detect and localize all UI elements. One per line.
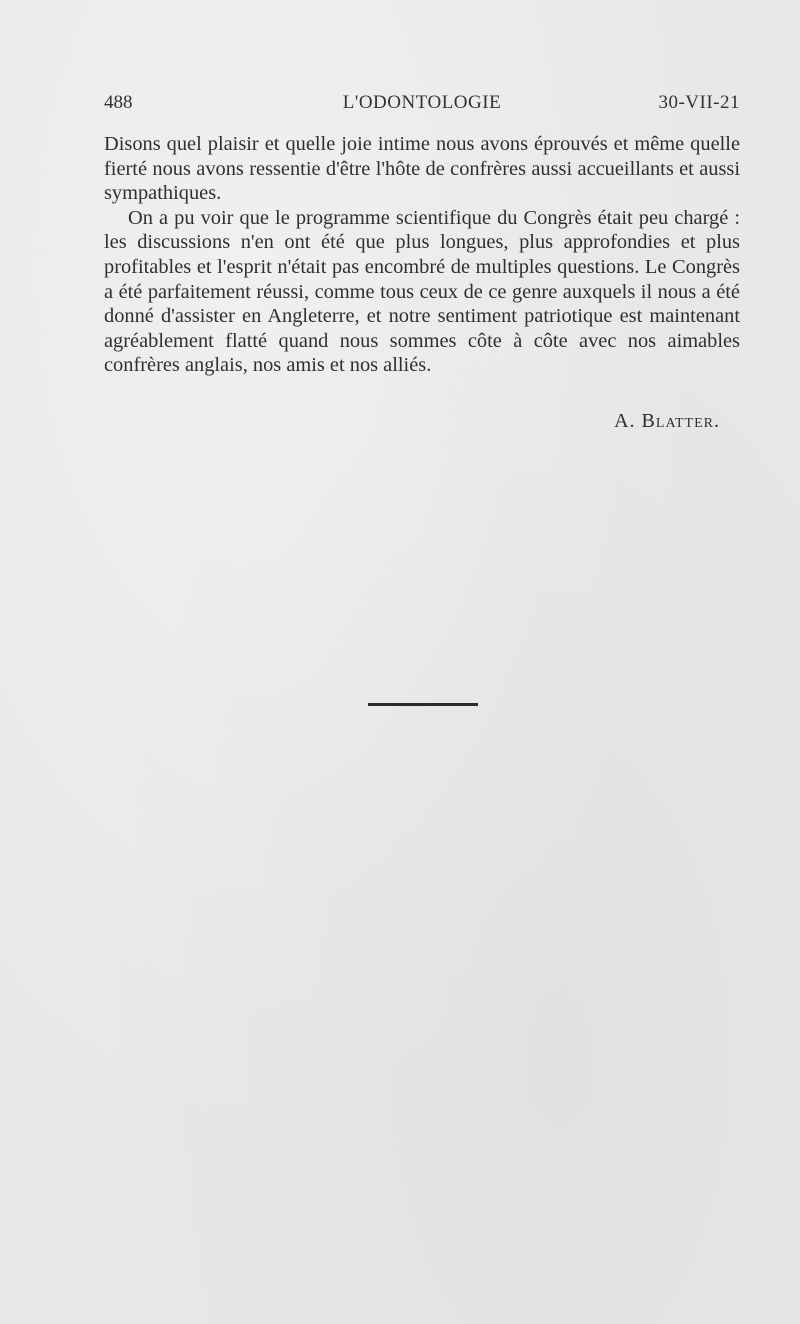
end-rule: [368, 703, 478, 706]
article-body: [104, 132, 740, 378]
page-number: 488: [104, 92, 133, 113]
author-signature: [614, 410, 720, 433]
running-head: [104, 92, 740, 122]
paragraph-1: Disons quel plaisir et quelle joie intime nous avons éprouvés et même quelle fierté nous avons ressentie d'être l'hôte de confrères aussi accueillants et aussi sympathiques.: [104, 133, 740, 205]
author-name: A. Blatter.: [614, 410, 720, 432]
journal-title: L'ODONTOLOGIE: [342, 92, 502, 113]
paragraph-2: On a pu voir que le programme scientifique du Congrès était peu chargé : les discussions n'en ont été que plus longues, plus approfondies et plus profitables et l'esprit n'était pas encombré de multiples questions. Le Congrès a été parfaitement réussi, comme tous ceux de ce genre auxquels il nous a été donné d'assister en Angleterre, et notre sentiment patriotique est maintenant agréablement flatté quand nous sommes côte à côte avec nos aimables confrères anglais, nos amis et nos alliés.: [104, 206, 740, 377]
issue-date: 30-VII-21: [658, 92, 740, 113]
